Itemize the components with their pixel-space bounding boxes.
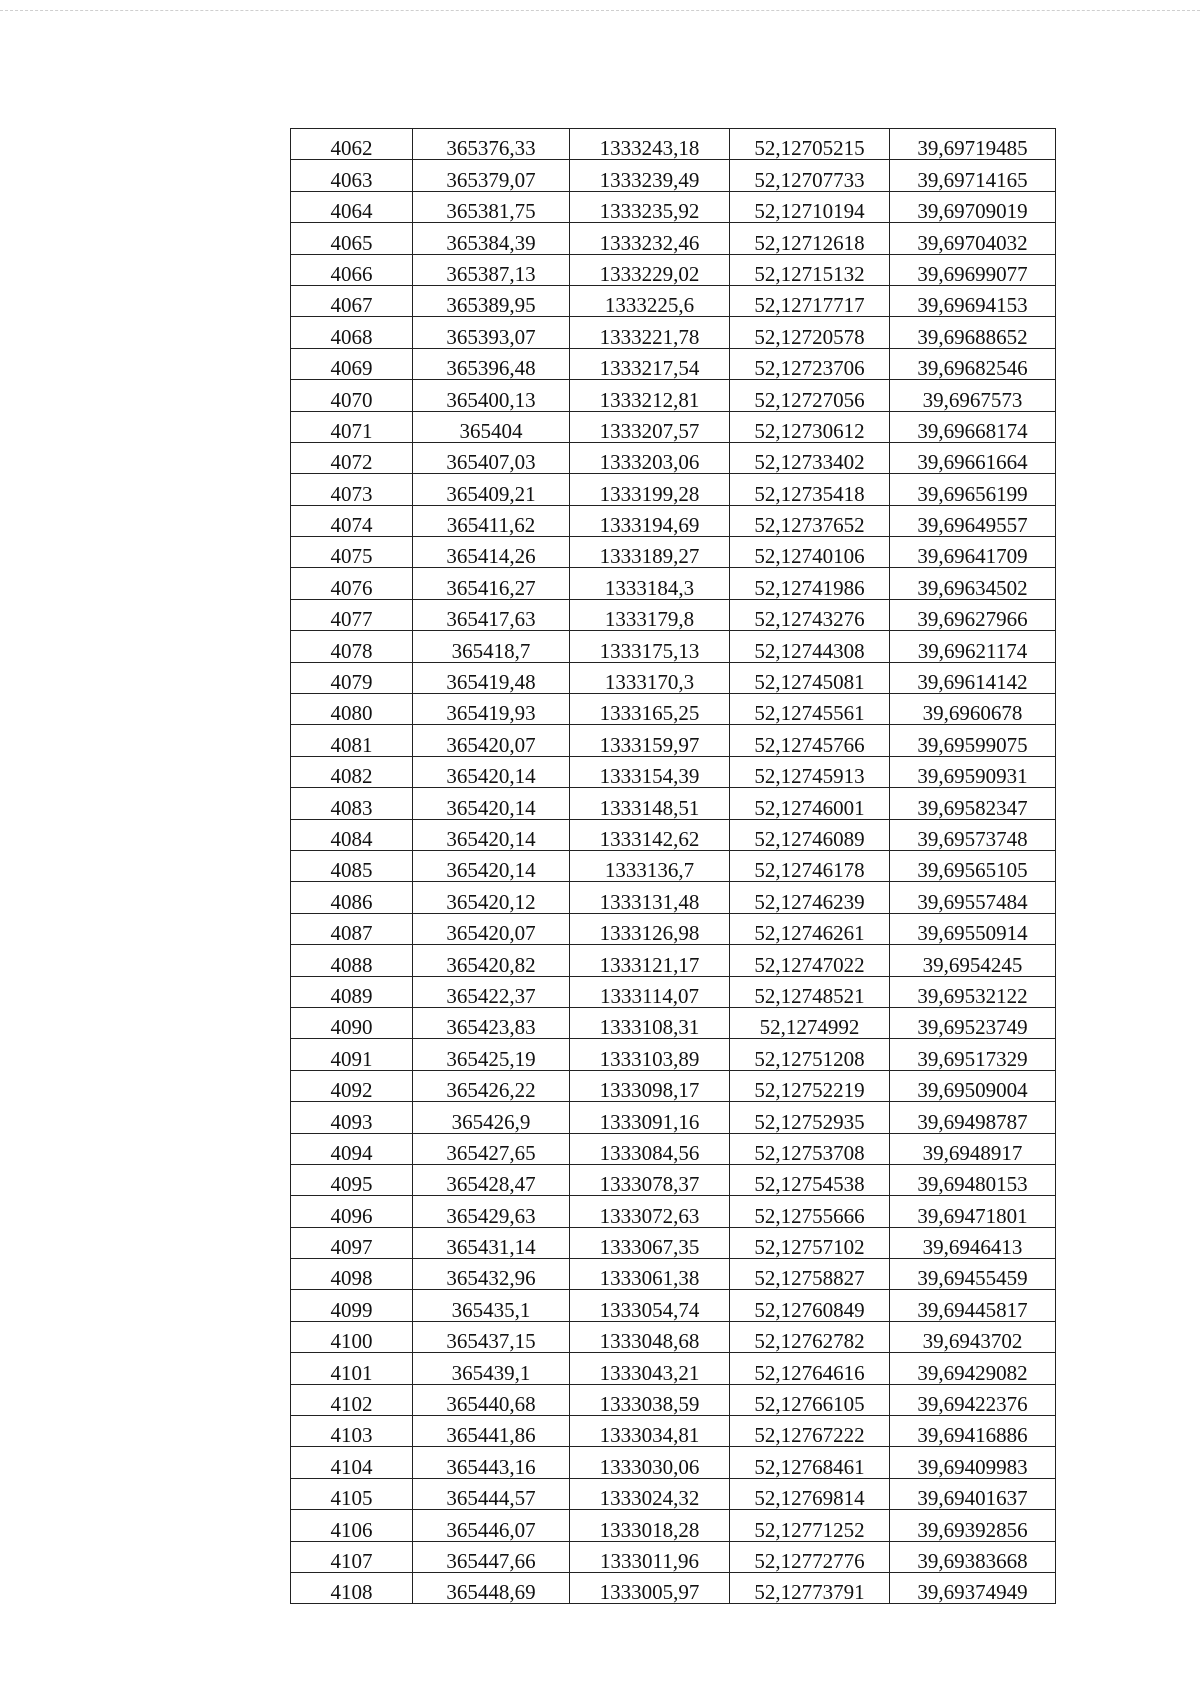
point-number-cell: 4076 xyxy=(291,568,413,599)
table-row xyxy=(291,1416,1056,1447)
x-coordinate-cell: 365420,07 xyxy=(413,913,570,944)
x-coordinate-cell: 365420,12 xyxy=(413,882,570,913)
point-number-cell: 4089 xyxy=(291,976,413,1007)
latitude-cell: 52,12771252 xyxy=(730,1510,890,1541)
latitude-cell: 52,12730612 xyxy=(730,411,890,442)
y-coordinate-cell: 1333121,17 xyxy=(570,945,730,976)
x-coordinate-cell: 365384,39 xyxy=(413,223,570,254)
longitude-cell: 39,69429082 xyxy=(890,1353,1056,1384)
point-number-cell: 4077 xyxy=(291,599,413,630)
latitude-cell: 52,12746178 xyxy=(730,850,890,881)
point-number-cell: 4090 xyxy=(291,1007,413,1038)
x-coordinate-cell: 365400,13 xyxy=(413,380,570,411)
point-number-cell: 4062 xyxy=(291,129,413,160)
latitude-cell: 52,12735418 xyxy=(730,474,890,505)
table-row xyxy=(291,1321,1056,1352)
table-row xyxy=(291,1353,1056,1384)
longitude-cell: 39,69383668 xyxy=(890,1541,1056,1572)
y-coordinate-cell: 1333203,06 xyxy=(570,442,730,473)
point-number-cell: 4102 xyxy=(291,1384,413,1415)
y-coordinate-cell: 1333189,27 xyxy=(570,537,730,568)
table-row xyxy=(291,1039,1056,1070)
x-coordinate-cell: 365418,7 xyxy=(413,631,570,662)
longitude-cell: 39,69550914 xyxy=(890,913,1056,944)
y-coordinate-cell: 1333091,16 xyxy=(570,1102,730,1133)
x-coordinate-cell: 365420,82 xyxy=(413,945,570,976)
x-coordinate-cell: 365407,03 xyxy=(413,442,570,473)
latitude-cell: 52,12745561 xyxy=(730,694,890,725)
point-number-cell: 4095 xyxy=(291,1164,413,1195)
y-coordinate-cell: 1333148,51 xyxy=(570,788,730,819)
latitude-cell: 52,12723706 xyxy=(730,348,890,379)
point-number-cell: 4083 xyxy=(291,788,413,819)
y-coordinate-cell: 1333165,25 xyxy=(570,694,730,725)
latitude-cell: 52,12744308 xyxy=(730,631,890,662)
latitude-cell: 52,12733402 xyxy=(730,442,890,473)
x-coordinate-cell: 365435,1 xyxy=(413,1290,570,1321)
point-number-cell: 4108 xyxy=(291,1572,413,1603)
point-number-cell: 4099 xyxy=(291,1290,413,1321)
table-row xyxy=(291,1133,1056,1164)
longitude-cell: 39,69374949 xyxy=(890,1572,1056,1603)
latitude-cell: 52,12753708 xyxy=(730,1133,890,1164)
longitude-cell: 39,69682546 xyxy=(890,348,1056,379)
point-number-cell: 4069 xyxy=(291,348,413,379)
table-row xyxy=(291,1259,1056,1290)
table-row xyxy=(291,254,1056,285)
x-coordinate-cell: 365393,07 xyxy=(413,317,570,348)
latitude-cell: 52,1274992 xyxy=(730,1007,890,1038)
x-coordinate-cell: 365404 xyxy=(413,411,570,442)
table-row xyxy=(291,882,1056,913)
longitude-cell: 39,69509004 xyxy=(890,1070,1056,1101)
longitude-cell: 39,69557484 xyxy=(890,882,1056,913)
y-coordinate-cell: 1333030,06 xyxy=(570,1447,730,1478)
table-row xyxy=(291,474,1056,505)
y-coordinate-cell: 1333154,39 xyxy=(570,756,730,787)
longitude-cell: 39,69517329 xyxy=(890,1039,1056,1070)
point-number-cell: 4074 xyxy=(291,505,413,536)
latitude-cell: 52,12710194 xyxy=(730,191,890,222)
table-row xyxy=(291,411,1056,442)
longitude-cell: 39,6960678 xyxy=(890,694,1056,725)
point-number-cell: 4072 xyxy=(291,442,413,473)
longitude-cell: 39,69471801 xyxy=(890,1196,1056,1227)
longitude-cell: 39,69699077 xyxy=(890,254,1056,285)
latitude-cell: 52,12720578 xyxy=(730,317,890,348)
latitude-cell: 52,12746239 xyxy=(730,882,890,913)
table-row xyxy=(291,1290,1056,1321)
y-coordinate-cell: 1333142,62 xyxy=(570,819,730,850)
point-number-cell: 4070 xyxy=(291,380,413,411)
y-coordinate-cell: 1333131,48 xyxy=(570,882,730,913)
x-coordinate-cell: 365426,9 xyxy=(413,1102,570,1133)
point-number-cell: 4098 xyxy=(291,1259,413,1290)
y-coordinate-cell: 1333221,78 xyxy=(570,317,730,348)
point-number-cell: 4067 xyxy=(291,285,413,316)
x-coordinate-cell: 365443,16 xyxy=(413,1447,570,1478)
longitude-cell: 39,69599075 xyxy=(890,725,1056,756)
y-coordinate-cell: 1333084,56 xyxy=(570,1133,730,1164)
latitude-cell: 52,12746089 xyxy=(730,819,890,850)
latitude-cell: 52,12764616 xyxy=(730,1353,890,1384)
y-coordinate-cell: 1333126,98 xyxy=(570,913,730,944)
y-coordinate-cell: 1333078,37 xyxy=(570,1164,730,1195)
longitude-cell: 39,6967573 xyxy=(890,380,1056,411)
point-number-cell: 4068 xyxy=(291,317,413,348)
x-coordinate-cell: 365420,14 xyxy=(413,850,570,881)
y-coordinate-cell: 1333194,69 xyxy=(570,505,730,536)
point-number-cell: 4096 xyxy=(291,1196,413,1227)
point-number-cell: 4065 xyxy=(291,223,413,254)
table-row xyxy=(291,285,1056,316)
table-row xyxy=(291,850,1056,881)
table-row xyxy=(291,1572,1056,1603)
table-row xyxy=(291,380,1056,411)
longitude-cell: 39,69621174 xyxy=(890,631,1056,662)
y-coordinate-cell: 1333136,7 xyxy=(570,850,730,881)
point-number-cell: 4071 xyxy=(291,411,413,442)
longitude-cell: 39,69641709 xyxy=(890,537,1056,568)
y-coordinate-cell: 1333199,28 xyxy=(570,474,730,505)
table-row xyxy=(291,1510,1056,1541)
longitude-cell: 39,69532122 xyxy=(890,976,1056,1007)
coordinates-table-body xyxy=(291,129,1056,1604)
table-row xyxy=(291,191,1056,222)
latitude-cell: 52,12717717 xyxy=(730,285,890,316)
x-coordinate-cell: 365389,95 xyxy=(413,285,570,316)
point-number-cell: 4087 xyxy=(291,913,413,944)
point-number-cell: 4075 xyxy=(291,537,413,568)
latitude-cell: 52,12762782 xyxy=(730,1321,890,1352)
x-coordinate-cell: 365444,57 xyxy=(413,1478,570,1509)
y-coordinate-cell: 1333043,21 xyxy=(570,1353,730,1384)
coordinates-table-container xyxy=(290,128,1055,1604)
latitude-cell: 52,12766105 xyxy=(730,1384,890,1415)
x-coordinate-cell: 365420,14 xyxy=(413,788,570,819)
table-row xyxy=(291,442,1056,473)
point-number-cell: 4078 xyxy=(291,631,413,662)
latitude-cell: 52,12745913 xyxy=(730,756,890,787)
table-row xyxy=(291,662,1056,693)
point-number-cell: 4073 xyxy=(291,474,413,505)
scan-edge-line xyxy=(0,10,1200,11)
x-coordinate-cell: 365422,37 xyxy=(413,976,570,1007)
table-row xyxy=(291,819,1056,850)
latitude-cell: 52,12767222 xyxy=(730,1416,890,1447)
longitude-cell: 39,69392856 xyxy=(890,1510,1056,1541)
table-row xyxy=(291,945,1056,976)
table-row xyxy=(291,725,1056,756)
longitude-cell: 39,69582347 xyxy=(890,788,1056,819)
latitude-cell: 52,12741986 xyxy=(730,568,890,599)
latitude-cell: 52,12747022 xyxy=(730,945,890,976)
y-coordinate-cell: 1333005,97 xyxy=(570,1572,730,1603)
x-coordinate-cell: 365440,68 xyxy=(413,1384,570,1415)
table-row xyxy=(291,1102,1056,1133)
x-coordinate-cell: 365426,22 xyxy=(413,1070,570,1101)
latitude-cell: 52,12727056 xyxy=(730,380,890,411)
y-coordinate-cell: 1333098,17 xyxy=(570,1070,730,1101)
point-number-cell: 4063 xyxy=(291,160,413,191)
coordinates-table xyxy=(290,128,1056,1604)
x-coordinate-cell: 365409,21 xyxy=(413,474,570,505)
x-coordinate-cell: 365447,66 xyxy=(413,1541,570,1572)
table-row xyxy=(291,160,1056,191)
latitude-cell: 52,12745766 xyxy=(730,725,890,756)
longitude-cell: 39,69573748 xyxy=(890,819,1056,850)
x-coordinate-cell: 365439,1 xyxy=(413,1353,570,1384)
x-coordinate-cell: 365437,15 xyxy=(413,1321,570,1352)
longitude-cell: 39,69416886 xyxy=(890,1416,1056,1447)
x-coordinate-cell: 365428,47 xyxy=(413,1164,570,1195)
x-coordinate-cell: 365419,93 xyxy=(413,694,570,725)
longitude-cell: 39,69668174 xyxy=(890,411,1056,442)
longitude-cell: 39,6948917 xyxy=(890,1133,1056,1164)
point-number-cell: 4105 xyxy=(291,1478,413,1509)
y-coordinate-cell: 1333212,81 xyxy=(570,380,730,411)
table-row xyxy=(291,1541,1056,1572)
x-coordinate-cell: 365420,14 xyxy=(413,756,570,787)
longitude-cell: 39,69709019 xyxy=(890,191,1056,222)
y-coordinate-cell: 1333179,8 xyxy=(570,599,730,630)
point-number-cell: 4086 xyxy=(291,882,413,913)
table-row xyxy=(291,1227,1056,1258)
latitude-cell: 52,12752935 xyxy=(730,1102,890,1133)
latitude-cell: 52,12773791 xyxy=(730,1572,890,1603)
point-number-cell: 4084 xyxy=(291,819,413,850)
x-coordinate-cell: 365429,63 xyxy=(413,1196,570,1227)
point-number-cell: 4101 xyxy=(291,1353,413,1384)
longitude-cell: 39,69455459 xyxy=(890,1259,1056,1290)
latitude-cell: 52,12772776 xyxy=(730,1541,890,1572)
table-row xyxy=(291,537,1056,568)
x-coordinate-cell: 365381,75 xyxy=(413,191,570,222)
latitude-cell: 52,12748521 xyxy=(730,976,890,1007)
point-number-cell: 4097 xyxy=(291,1227,413,1258)
table-row xyxy=(291,976,1056,1007)
longitude-cell: 39,6954245 xyxy=(890,945,1056,976)
longitude-cell: 39,69565105 xyxy=(890,850,1056,881)
y-coordinate-cell: 1333011,96 xyxy=(570,1541,730,1572)
latitude-cell: 52,12740106 xyxy=(730,537,890,568)
table-row xyxy=(291,1447,1056,1478)
y-coordinate-cell: 1333061,38 xyxy=(570,1259,730,1290)
latitude-cell: 52,12712618 xyxy=(730,223,890,254)
x-coordinate-cell: 365427,65 xyxy=(413,1133,570,1164)
y-coordinate-cell: 1333232,46 xyxy=(570,223,730,254)
point-number-cell: 4093 xyxy=(291,1102,413,1133)
longitude-cell: 39,69656199 xyxy=(890,474,1056,505)
point-number-cell: 4103 xyxy=(291,1416,413,1447)
table-row xyxy=(291,568,1056,599)
table-row xyxy=(291,223,1056,254)
longitude-cell: 39,69422376 xyxy=(890,1384,1056,1415)
y-coordinate-cell: 1333235,92 xyxy=(570,191,730,222)
table-row xyxy=(291,788,1056,819)
y-coordinate-cell: 1333243,18 xyxy=(570,129,730,160)
latitude-cell: 52,12751208 xyxy=(730,1039,890,1070)
longitude-cell: 39,69523749 xyxy=(890,1007,1056,1038)
latitude-cell: 52,12769814 xyxy=(730,1478,890,1509)
y-coordinate-cell: 1333054,74 xyxy=(570,1290,730,1321)
table-row xyxy=(291,756,1056,787)
point-number-cell: 4106 xyxy=(291,1510,413,1541)
latitude-cell: 52,12715132 xyxy=(730,254,890,285)
y-coordinate-cell: 1333184,3 xyxy=(570,568,730,599)
table-row xyxy=(291,505,1056,536)
y-coordinate-cell: 1333048,68 xyxy=(570,1321,730,1352)
table-row xyxy=(291,631,1056,662)
latitude-cell: 52,12745081 xyxy=(730,662,890,693)
longitude-cell: 39,6946413 xyxy=(890,1227,1056,1258)
y-coordinate-cell: 1333038,59 xyxy=(570,1384,730,1415)
point-number-cell: 4082 xyxy=(291,756,413,787)
x-coordinate-cell: 365376,33 xyxy=(413,129,570,160)
y-coordinate-cell: 1333072,63 xyxy=(570,1196,730,1227)
longitude-cell: 39,69627966 xyxy=(890,599,1056,630)
longitude-cell: 39,69409983 xyxy=(890,1447,1056,1478)
y-coordinate-cell: 1333018,28 xyxy=(570,1510,730,1541)
point-number-cell: 4064 xyxy=(291,191,413,222)
longitude-cell: 39,69649557 xyxy=(890,505,1056,536)
y-coordinate-cell: 1333103,89 xyxy=(570,1039,730,1070)
point-number-cell: 4094 xyxy=(291,1133,413,1164)
x-coordinate-cell: 365441,86 xyxy=(413,1416,570,1447)
x-coordinate-cell: 365414,26 xyxy=(413,537,570,568)
y-coordinate-cell: 1333207,57 xyxy=(570,411,730,442)
x-coordinate-cell: 365396,48 xyxy=(413,348,570,379)
table-row xyxy=(291,129,1056,160)
longitude-cell: 39,69498787 xyxy=(890,1102,1056,1133)
longitude-cell: 39,69445817 xyxy=(890,1290,1056,1321)
latitude-cell: 52,12757102 xyxy=(730,1227,890,1258)
point-number-cell: 4088 xyxy=(291,945,413,976)
point-number-cell: 4081 xyxy=(291,725,413,756)
x-coordinate-cell: 365446,07 xyxy=(413,1510,570,1541)
table-row xyxy=(291,1007,1056,1038)
y-coordinate-cell: 1333108,31 xyxy=(570,1007,730,1038)
point-number-cell: 4100 xyxy=(291,1321,413,1352)
longitude-cell: 39,6943702 xyxy=(890,1321,1056,1352)
point-number-cell: 4080 xyxy=(291,694,413,725)
latitude-cell: 52,12755666 xyxy=(730,1196,890,1227)
x-coordinate-cell: 365416,27 xyxy=(413,568,570,599)
latitude-cell: 52,12707733 xyxy=(730,160,890,191)
x-coordinate-cell: 365448,69 xyxy=(413,1572,570,1603)
latitude-cell: 52,12752219 xyxy=(730,1070,890,1101)
x-coordinate-cell: 365431,14 xyxy=(413,1227,570,1258)
point-number-cell: 4079 xyxy=(291,662,413,693)
table-row xyxy=(291,1070,1056,1101)
x-coordinate-cell: 365417,63 xyxy=(413,599,570,630)
x-coordinate-cell: 365420,14 xyxy=(413,819,570,850)
longitude-cell: 39,69480153 xyxy=(890,1164,1056,1195)
x-coordinate-cell: 365425,19 xyxy=(413,1039,570,1070)
longitude-cell: 39,69694153 xyxy=(890,285,1056,316)
table-row xyxy=(291,1164,1056,1195)
y-coordinate-cell: 1333024,32 xyxy=(570,1478,730,1509)
point-number-cell: 4085 xyxy=(291,850,413,881)
latitude-cell: 52,12754538 xyxy=(730,1164,890,1195)
x-coordinate-cell: 365411,62 xyxy=(413,505,570,536)
x-coordinate-cell: 365379,07 xyxy=(413,160,570,191)
x-coordinate-cell: 365420,07 xyxy=(413,725,570,756)
y-coordinate-cell: 1333159,97 xyxy=(570,725,730,756)
y-coordinate-cell: 1333239,49 xyxy=(570,160,730,191)
point-number-cell: 4092 xyxy=(291,1070,413,1101)
longitude-cell: 39,69614142 xyxy=(890,662,1056,693)
latitude-cell: 52,12768461 xyxy=(730,1447,890,1478)
point-number-cell: 4066 xyxy=(291,254,413,285)
y-coordinate-cell: 1333225,6 xyxy=(570,285,730,316)
x-coordinate-cell: 365387,13 xyxy=(413,254,570,285)
longitude-cell: 39,69634502 xyxy=(890,568,1056,599)
longitude-cell: 39,69704032 xyxy=(890,223,1056,254)
latitude-cell: 52,12705215 xyxy=(730,129,890,160)
latitude-cell: 52,12758827 xyxy=(730,1259,890,1290)
y-coordinate-cell: 1333114,07 xyxy=(570,976,730,1007)
latitude-cell: 52,12746001 xyxy=(730,788,890,819)
longitude-cell: 39,69719485 xyxy=(890,129,1056,160)
longitude-cell: 39,69590931 xyxy=(890,756,1056,787)
point-number-cell: 4091 xyxy=(291,1039,413,1070)
longitude-cell: 39,69401637 xyxy=(890,1478,1056,1509)
latitude-cell: 52,12746261 xyxy=(730,913,890,944)
table-row xyxy=(291,1478,1056,1509)
latitude-cell: 52,12737652 xyxy=(730,505,890,536)
table-row xyxy=(291,1384,1056,1415)
point-number-cell: 4107 xyxy=(291,1541,413,1572)
longitude-cell: 39,69688652 xyxy=(890,317,1056,348)
latitude-cell: 52,12760849 xyxy=(730,1290,890,1321)
x-coordinate-cell: 365419,48 xyxy=(413,662,570,693)
table-row xyxy=(291,913,1056,944)
table-row xyxy=(291,599,1056,630)
y-coordinate-cell: 1333175,13 xyxy=(570,631,730,662)
table-row xyxy=(291,1196,1056,1227)
y-coordinate-cell: 1333229,02 xyxy=(570,254,730,285)
latitude-cell: 52,12743276 xyxy=(730,599,890,630)
longitude-cell: 39,69661664 xyxy=(890,442,1056,473)
x-coordinate-cell: 365423,83 xyxy=(413,1007,570,1038)
table-row xyxy=(291,317,1056,348)
y-coordinate-cell: 1333034,81 xyxy=(570,1416,730,1447)
y-coordinate-cell: 1333067,35 xyxy=(570,1227,730,1258)
point-number-cell: 4104 xyxy=(291,1447,413,1478)
x-coordinate-cell: 365432,96 xyxy=(413,1259,570,1290)
table-row xyxy=(291,694,1056,725)
y-coordinate-cell: 1333217,54 xyxy=(570,348,730,379)
y-coordinate-cell: 1333170,3 xyxy=(570,662,730,693)
longitude-cell: 39,69714165 xyxy=(890,160,1056,191)
table-row xyxy=(291,348,1056,379)
